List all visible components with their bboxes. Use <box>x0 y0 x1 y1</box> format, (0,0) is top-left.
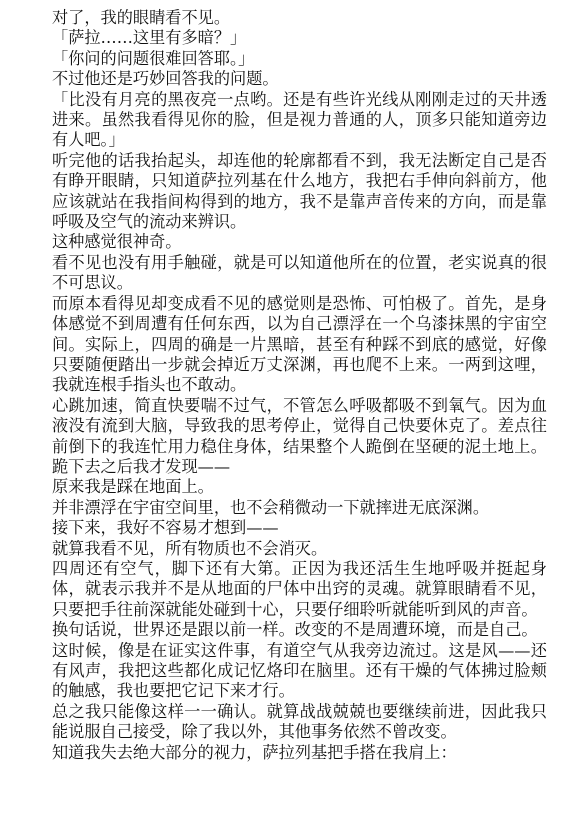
paragraph: 不过他还是巧妙回答我的问题。 <box>52 69 279 89</box>
paragraph: 就算我看不见，所有物质也不会消灭。 <box>52 538 328 558</box>
paragraph: 对了，我的眼睛看不见。 <box>52 8 231 27</box>
paragraph: 心跳加速，简直快要喘不过气，不管怎么呼吸都吸不到氧气。因为血液没有流到大脑，导致我的思考停止，觉得自己快要休克了。差点往前倒下的我连忙用力稳住身体，结果整个人跪倒在坚硬的泥土地上。跪下去之后我才发现—— <box>52 395 547 476</box>
paragraph: 接下来，我好不容易才想到—— <box>52 518 279 538</box>
paragraph: 这种感觉很神奇。 <box>52 232 182 252</box>
paragraph: 总之我只能像这样一一确认。就算战战兢兢也要继续前进，因此我只能说服自己接受，除了我以外，其他事务依然不曾改变。 <box>52 701 547 742</box>
paragraph: 听完他的话我抬起头，却连他的轮廓都看不到，我无法断定自己是否有睁开眼睛，只知道萨拉列基在什么地方，我把右手伸向斜前方，他应该就站在我指间构得到的地方，我不是靠声音传来的方向，而是靠呼吸及空气的流动来辨识。 <box>52 150 547 232</box>
paragraph: 「比没有月亮的黑夜亮一点哟。还是有些许光线从刚刚走过的天井透进来。虽然我看得见你的脸，但是视力普通的人，顶多只能知道旁边有人吧。」 <box>52 89 547 150</box>
paragraph: 换句话说，世界还是跟以前一样。改变的不是周遭环境，而是自己。 <box>52 620 538 640</box>
paragraph: 看不见也没有用手触碰，就是可以知道他所在的位置，老实说真的很不可思议。 <box>52 252 547 293</box>
paragraph: 知道我失去绝大部分的视力，萨拉列基把手搭在我肩上： <box>52 742 457 762</box>
paragraph: 「你问的问题很难回答耶。」 <box>52 48 255 68</box>
paragraph: 而原本看得见却变成看不见的感觉则是恐怖、可怕极了。首先，是身体感觉不到周遭有任何东西，以为自己漂浮在一个乌漆抹黑的宇宙空间。实际上，四周的确是一片黑暗，甚至有种踩不到底的感觉，好像只要随便踏出一步就会掉近万丈深渊，再也爬不上来。一两到这哩，我就连根手指头也不敢动。 <box>52 293 547 395</box>
paragraph: 原来我是踩在地面上。 <box>52 477 214 497</box>
paragraph: 「萨拉……这里有多暗？」 <box>52 28 247 48</box>
paragraph: 这时候，像是在证实这件事，有道空气从我旁边流过。这是风——还有风声，我把这些都化成记忆烙印在脑里。还有干燥的气体拂过脸颊的触感，我也要把它记下来才行。 <box>52 640 547 701</box>
paragraph: 四周还有空气，脚下还有大第。正因为我还活生生地呼吸并挺起身体，就表示我并不是从地面的尸体中出窍的灵魂。就算眼睛看不见，只要把手往前深就能处碰到十心，只要仔细聆听就能听到风的声音。 <box>52 558 547 619</box>
paragraph: 并非漂浮在宇宙空间里，也不会稍微动一下就摔进无底深渊。 <box>52 497 490 517</box>
